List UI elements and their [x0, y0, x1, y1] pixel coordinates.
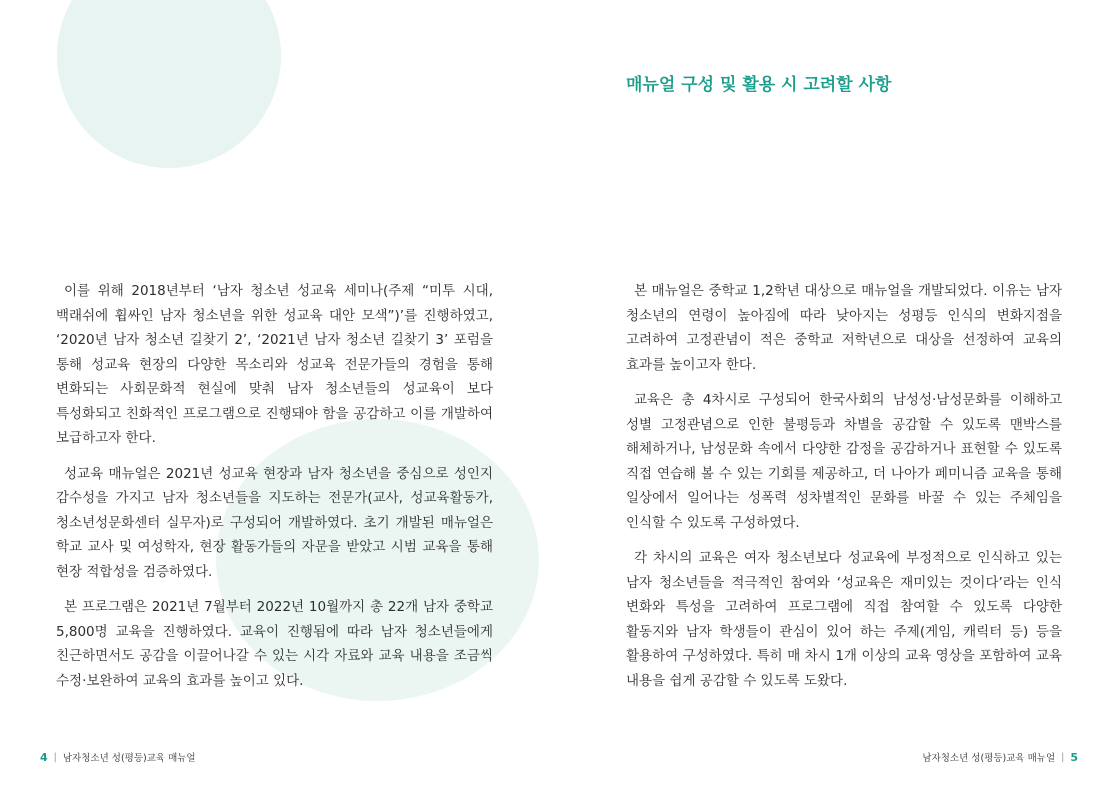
decorative-circle-top [57, 0, 281, 168]
right-footer-title: 남자청소년 성(평등)교육 매뉴얼 [922, 753, 1056, 764]
left-paragraph-1: 이를 위해 2018년부터 ‘남자 청소년 성교육 세미나(주제 “미투 시대, 백래쉬에 휩싸인 남자 청소년을 위한 성교육 대안 모색”)’를 진행하였고, ‘2020년 남자 청소년 길찾기 2’, ‘2021년 남자 청소년 길찾기 3’ 포럼을 통해 성교육 현장의 다양한 목소리와 성교육 전문가들의 경험을 통해 변화되는 사회문화적 현실에 맞춰 남자 청소년들의 성교육이 보다 특성화되고 친화적인 프로그램으로 진행돼야 함을 공감하고 이를 개발하여 보급하고자 한다. [56, 283, 493, 446]
right-footer-separator: | [1061, 751, 1065, 763]
section-title: 매뉴얼 구성 및 활용 시 고려할 사항 [626, 75, 892, 95]
left-paragraph-2: 성교육 매뉴얼은 2021년 성교육 현장과 남자 청소년을 중심으로 성인지 감수성을 가지고 남자 청소년들을 지도하는 전문가(교사, 성교육활동가, 청소년성문화센터 실무자)로 구성되어 개발하였다. 초기 개발된 매뉴얼은 학교 교사 및 여성학자, 현장 활동가들의 자문을 받았고 시범 교육을 통해 현장 적합성을 검증하였다. [56, 465, 493, 580]
right-page-number: 5 [1070, 750, 1078, 764]
left-footer [40, 750, 196, 764]
right-paragraph-2: 교육은 총 4차시로 구성되어 한국사회의 남성성·남성문화를 이해하고 성별 고정관념으로 인한 불평등과 차별을 공감할 수 있도록 맨박스를 해체하거나, 남성문화 속에서 다양한 감정을 공감하거나 표현할 수 있도록 직접 연습해 볼 수 있는 기회를 제공하고, 더 나아가 페미니즘 교육을 통해 일상에서 일어나는 성폭력 성차별적인 문화를 바꿀 수 있는 주체임을 인식할 수 있도록 구성하였다. [626, 392, 1062, 531]
right-paragraph-1: 본 매뉴얼은 중학교 1,2학년 대상으로 매뉴얼을 개발되었다. 이유는 남자 청소년의 연령이 높아짐에 따라 낮아지는 성평등 인식의 변화지점을 고려하여 고정관념이 적은 중학교 저학년으로 대상을 선정하여 교육의 효과를 높이고자 한다. [626, 283, 1062, 373]
left-paragraph-3: 본 프로그램은 2021년 7월부터 2022년 10월까지 총 22개 남자 중학교 5,800명 교육을 진행하였다. 교육이 진행됨에 따라 남자 청소년들에게 친근하면서도 공감을 이끌어나갈 수 있는 시각 자료와 교육 내용을 조금씩 수정·보완하여 교육의 효과를 높이고 있다. [56, 599, 493, 689]
left-footer-title: 남자청소년 성(평등)교육 매뉴얼 [62, 753, 196, 764]
right-footer [922, 750, 1078, 764]
right-paragraph-3: 각 차시의 교육은 여자 청소년보다 성교육에 부정적으로 인식하고 있는 남자 청소년들을 적극적인 참여와 ‘성교육은 재미있는 것이다’라는 인식 변화와 특성을 고려하여 프로그램에 직접 참여할 수 있도록 다양한 활동지와 남자 학생들이 관심이 있어 하는 주제(게임, 캐릭터 등) 등을 활용하여 구성하였다. 특히 매 차시 1개 이상의 교육 영상을 포함하여 교육 내용을 쉽게 공감할 수 있도록 도왔다. [626, 550, 1062, 689]
left-page-number: 4 [40, 750, 48, 764]
left-column [56, 279, 493, 704]
left-footer-separator: | [53, 751, 57, 763]
right-column [626, 279, 1062, 704]
